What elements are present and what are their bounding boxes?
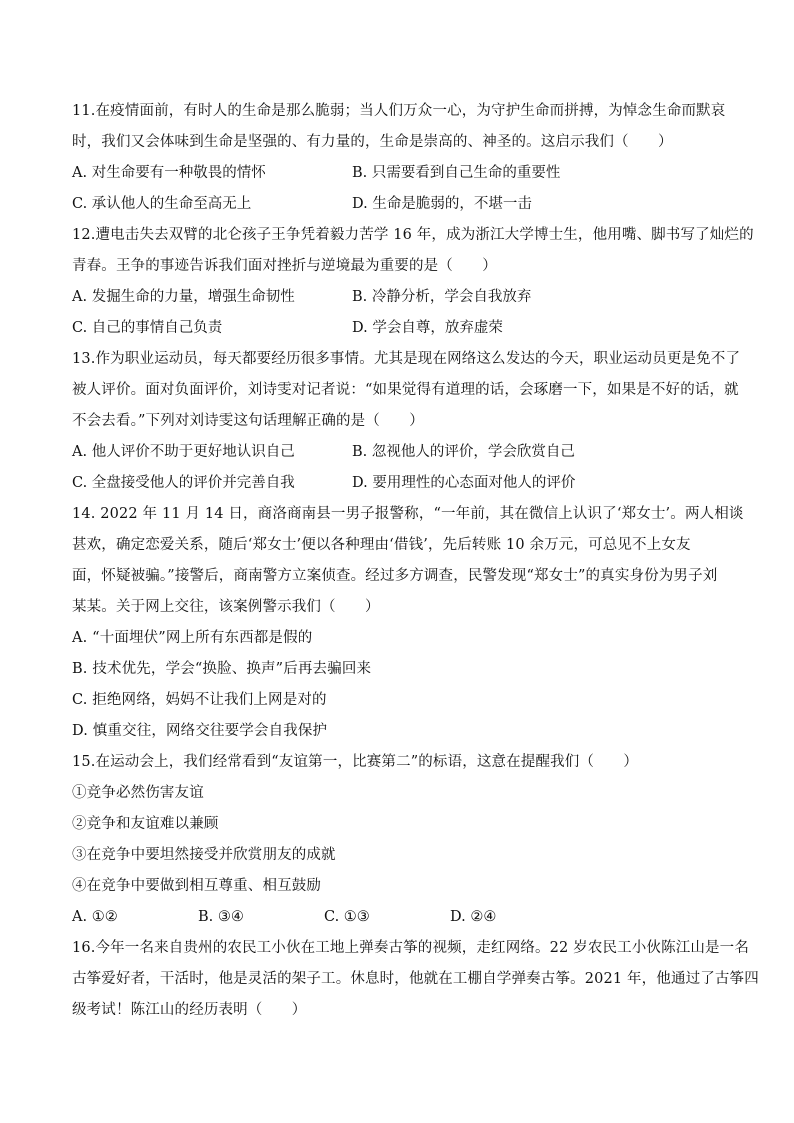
question-14-stem-line-3: 面，怀疑被骗。”接警后，商南警方立案侦查。经过多方调查，民警发现“郑女士”的真实身份为男子刘 [72,568,718,584]
question-13-stem-line-1: 13.作为职业运动员，每天都要经历很多事情。尤其是现在网络这么发达的今天，职业运动员更是免不了 [72,351,741,367]
question-14-option-a: A. “十面埋伏”网上所有东西都是假的 [72,630,313,646]
question-15-option-d: D. ②④ [450,909,497,925]
question-16-stem-line-1: 16.今年一名来自贵州的农民工小伙在工地上弹奏古筝的视频，走红网络。22 岁农民工小伙陈江山是一名 [72,940,749,956]
question-13-option-c: C. 全盘接受他人的评价并完善自我 [72,475,295,491]
question-11-options-row-1 [72,158,724,189]
question-16-stem-line-3: 级考试！陈江山的经历表明（ ） [72,1002,307,1018]
question-15-statement-1: ①竞争必然伤害友谊 [72,785,204,801]
question-11-option-d: D. 生命是脆弱的，不堪一击 [352,196,532,212]
question-15-statement-4: ④在竞争中要做到相互尊重、相互鼓励 [72,878,322,894]
question-13-options-row-2 [72,468,724,499]
question-12-option-b: B. 冷静分析，学会自我放弃 [352,289,532,305]
question-15-stem-line-1: 15.在运动会上，我们经常看到“友谊第一，比赛第二”的标语，这意在提醒我们（ ） [72,754,639,770]
question-16-stem-line-2: 古筝爱好者，干活时，他是灵活的架子工。休息时，他就在工棚自学弹奏古筝。2021 年，他通过了古筝四 [72,971,759,987]
question-12-option-d: D. 学会自尊，放弃虚荣 [352,320,503,336]
question-14-option-c: C. 拒绝网络，妈妈不让我们上网是对的 [72,692,327,708]
question-16 [72,933,759,1026]
question-12-stem-line-1: 12.遭电击失去双臂的北仑孩子王争凭着毅力苦学 16 年，成为浙江大学博士生，他用嘴、脚书写了灿烂的 [72,227,754,243]
question-13-option-a: A. 他人评价不助于更好地认识自己 [72,444,295,460]
question-15-option-c: C. ①③ [324,909,370,925]
question-11-option-b: B. 只需要看到自己生命的重要性 [352,165,561,181]
question-13-options-row-1 [72,437,724,468]
question-14-option-d: D. 慎重交往，网络交往要学会自我保护 [72,723,328,739]
question-15-statement-3: ③在竞争中要坦然接受并欣赏朋友的成就 [72,847,336,863]
question-12-options-row-2 [72,313,724,344]
question-12 [72,220,754,344]
question-15 [72,747,724,933]
question-13-stem-line-2: 被人评价。面对负面评价，刘诗雯对记者说：“如果觉得有道理的话，会琢磨一下，如果是不好的话，就 [72,382,739,398]
question-11-stem-line-1: 11.在疫情面前，有时人的生命是那么脆弱；当人们万众一心，为守护生命而拼搏，为悼念生命而默哀 [72,103,726,119]
question-14-stem-line-4: 某某。关于网上交往，该案例警示我们（ ） [72,599,380,615]
question-15-option-b: B. ③④ [198,909,244,925]
exam-page [72,96,759,1026]
question-15-option-a: A. ①② [72,909,118,925]
question-12-options-row-1 [72,282,724,313]
question-14-option-b: B. 技术优先，学会“换脸、换声”后再去骗回来 [72,661,372,677]
question-12-option-c: C. 自己的事情自己负责 [72,320,223,336]
question-11-option-c: C. 承认他人的生命至高无上 [72,196,252,212]
question-11 [72,96,724,220]
question-11-options-row-2 [72,189,724,220]
question-15-options-row [72,902,724,933]
question-11-option-a: A. 对生命要有一种敬畏的情怀 [72,165,266,181]
question-12-option-a: A. 发掘生命的力量，增强生命韧性 [72,289,295,305]
question-14 [72,499,744,747]
question-14-stem-line-1: 14. 2022 年 11 月 14 日，商洛商南县一男子报警称，“一年前，其在微信上认识了‘郑女士’。两人相谈 [72,506,744,522]
question-15-statement-2: ②竞争和友谊难以兼顾 [72,816,219,832]
question-13 [72,344,741,499]
question-12-stem-line-2: 青春。王争的事迹告诉我们面对挫折与逆境最为重要的是（ ） [72,258,497,274]
question-11-stem-line-2: 时，我们又会体味到生命是坚强的、有力量的，生命是崇高的、神圣的。这启示我们（ ） [72,134,673,150]
question-13-option-b: B. 忽视他人的评价，学会欣赏自己 [352,444,575,460]
question-14-stem-line-2: 甚欢，确定恋爱关系，随后‘郑女士’便以各种理由‘借钱’，先后转账 10 余万元，可总见不上女友 [72,537,691,553]
question-13-stem-line-3: 不会去看。”下列对刘诗雯这句话理解正确的是（ ） [72,413,424,429]
question-13-option-d: D. 要用理性的心态面对他人的评价 [352,475,576,491]
